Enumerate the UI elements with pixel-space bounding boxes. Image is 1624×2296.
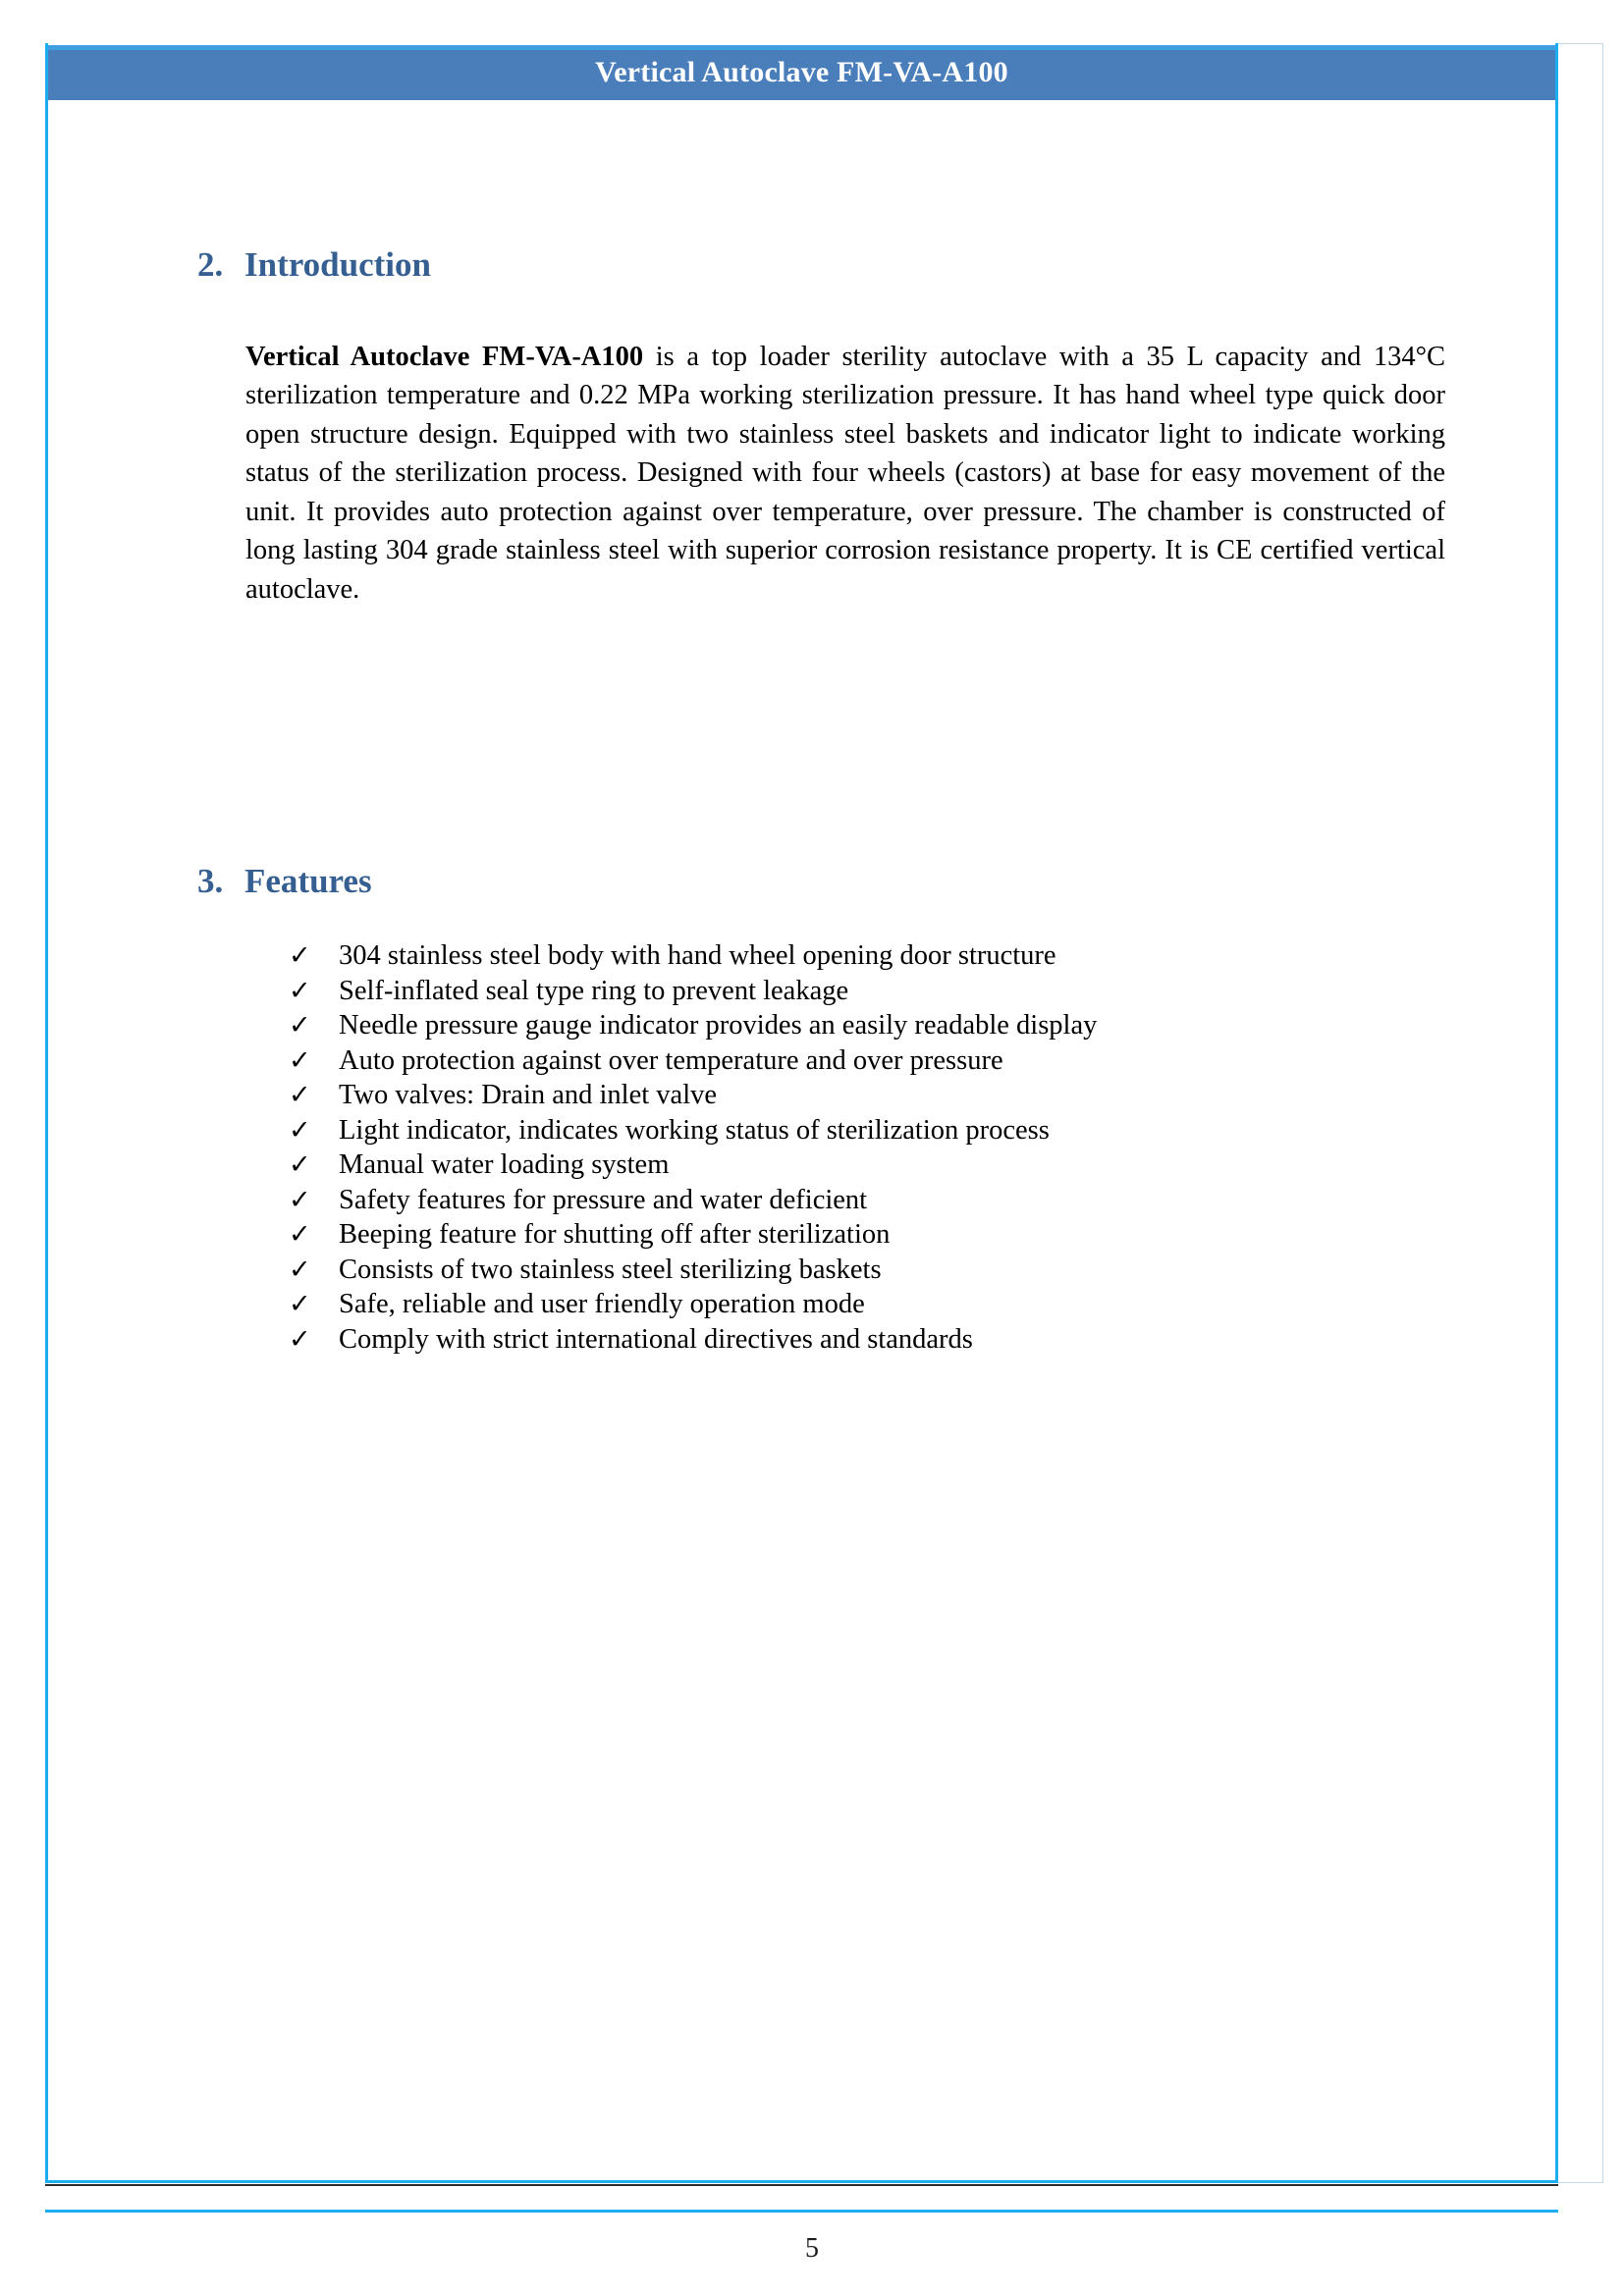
checkmark-icon: ✓ — [289, 1114, 311, 1146]
feature-label: Comply with strict international directives and standards — [339, 1323, 973, 1355]
introduction-lead-phrase: Vertical Autoclave FM-VA-A100 — [245, 341, 644, 372]
checkmark-icon: ✓ — [289, 1080, 311, 1110]
checkmark-icon: ✓ — [289, 1184, 311, 1215]
section-title-introduction: Introduction — [244, 245, 431, 284]
feature-label: Light indicator, indicates working status of sterilization process — [339, 1114, 1050, 1146]
feature-list-item — [245, 974, 1445, 1009]
section-heading-introduction — [197, 247, 431, 282]
document-title: Vertical Autoclave FM-VA-A100 — [595, 56, 1008, 88]
feature-list-item — [245, 1253, 1445, 1288]
feature-label: Consists of two stainless steel sterilizing baskets — [339, 1254, 882, 1285]
feature-label: Needle pressure gauge indicator provides an easily readable display — [339, 1010, 1098, 1041]
feature-list-item — [245, 1078, 1445, 1113]
feature-list-item — [245, 1113, 1445, 1148]
section-number-introduction: 2. — [197, 245, 224, 284]
checkmark-icon: ✓ — [289, 1323, 311, 1355]
introduction-paragraph — [245, 338, 1445, 610]
checkmark-icon: ✓ — [289, 1010, 311, 1041]
checkmark-icon: ✓ — [289, 1044, 311, 1076]
footer-rule — [45, 2210, 1558, 2213]
feature-label: Safety features for pressure and water deficient — [339, 1184, 868, 1215]
features-list — [245, 938, 1445, 1357]
section-number-features: 3. — [197, 862, 224, 900]
feature-list-item — [245, 1148, 1445, 1183]
feature-list-item — [245, 1043, 1445, 1079]
feature-list-item — [245, 938, 1445, 974]
section-heading-features — [197, 864, 372, 898]
feature-list-item — [245, 1287, 1445, 1322]
feature-list-item — [245, 1183, 1445, 1218]
feature-label: Self-inflated seal type ring to prevent leakage — [339, 975, 849, 1006]
feature-label: Auto protection against over temperature and over pressure — [339, 1044, 1003, 1076]
checkmark-icon: ✓ — [289, 1149, 311, 1180]
feature-list-item — [245, 1322, 1445, 1358]
feature-list-item — [245, 1008, 1445, 1043]
checkmark-icon: ✓ — [289, 940, 311, 971]
checkmark-icon: ✓ — [289, 1254, 311, 1285]
page-header-banner — [48, 45, 1555, 100]
checkmark-icon: ✓ — [289, 975, 311, 1006]
section-title-features: Features — [244, 862, 372, 900]
feature-label: Two valves: Drain and inlet valve — [339, 1080, 718, 1110]
introduction-body-text: is a top loader sterility autoclave with a 35 L capacity and 134°C sterilization temperature and 0.22 MPa working sterilization pressure. It has hand wheel type quick door open structure design. Equipped with two stainless steel baskets and indicator light to indicate working status of the sterilization process. Designed with four wheels (castors) at base for easy movement of the unit. It provides auto protection against over temperature, over pressure. The chamber is constructed of long lasting 304 grade stainless steel with superior corrosion resistance property. It is CE certified vertical autoclave. — [245, 341, 1445, 605]
page-number: 5 — [805, 2233, 819, 2264]
feature-label: Safe, reliable and user friendly operation mode — [339, 1289, 865, 1319]
feature-list-item — [245, 1217, 1445, 1253]
checkmark-icon: ✓ — [289, 1289, 311, 1319]
feature-label: Manual water loading system — [339, 1149, 670, 1180]
feature-label: Beeping feature for shutting off after sterilization — [339, 1219, 891, 1250]
checkmark-icon: ✓ — [289, 1219, 311, 1250]
feature-label: 304 stainless steel body with hand wheel opening door structure — [339, 940, 1056, 971]
